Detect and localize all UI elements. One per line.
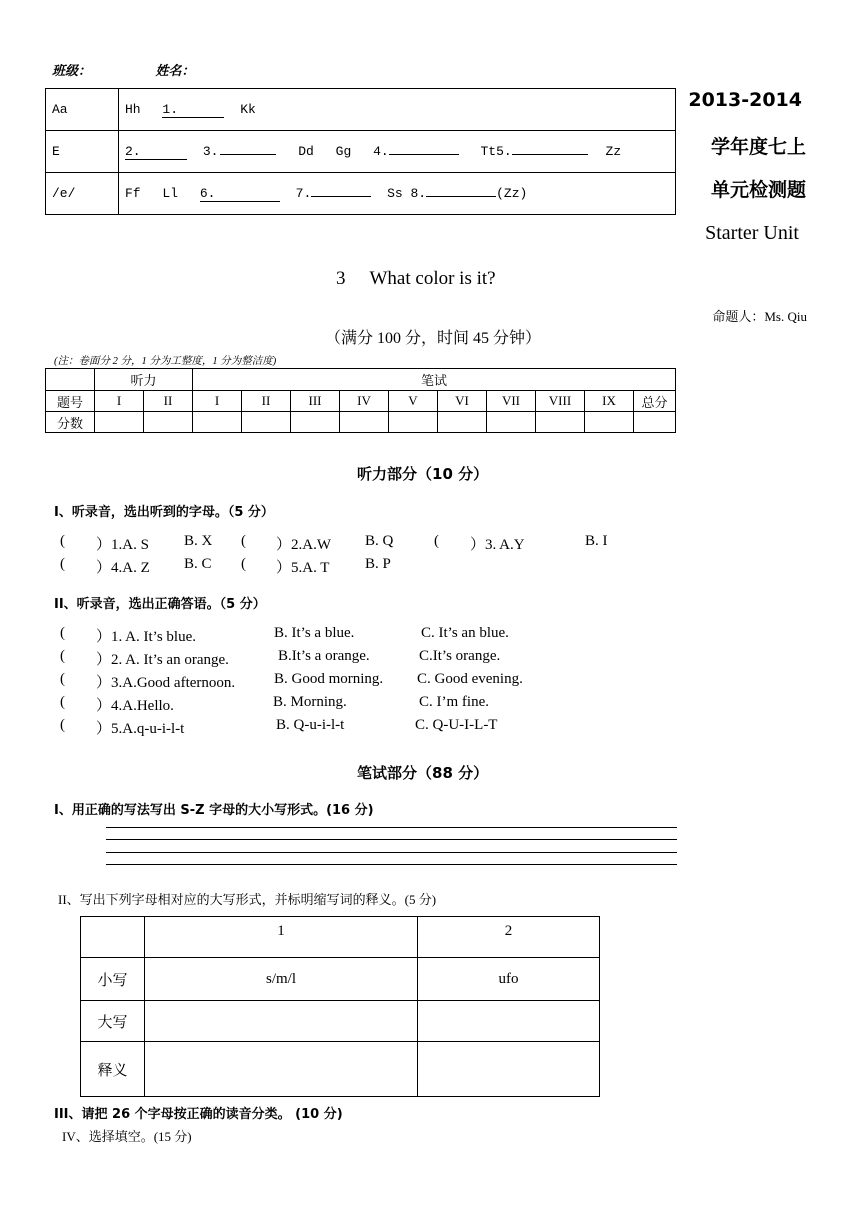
student-info-line: [52, 60, 255, 79]
table-row: [46, 369, 676, 391]
list-item: ( ）2. A. It’s an orange. B.It’s a orange. C.It’s orange.: [60, 648, 501, 668]
starter-unit: Starter Unit: [705, 222, 799, 244]
table-row: [46, 412, 676, 433]
question-heading: IV、选择填空。(15 分): [62, 1129, 192, 1144]
list-item: ( ）1.A. S B. X ( ）2.A.W B. Q ( ）3. A.Y B. I: [60, 533, 608, 553]
alphabet-table: [45, 88, 676, 215]
blank-3[interactable]: [220, 154, 276, 155]
writing-title: 笔试部分（88 分）: [357, 764, 489, 782]
class-label: 班级：: [52, 64, 92, 79]
question-heading: III、请把 26 个字母按正确的读音分类。 (10 分): [54, 1107, 343, 1122]
writing-line[interactable]: [106, 827, 677, 828]
school-year: 2013-2014: [688, 89, 802, 111]
row-label: 大写: [81, 1001, 145, 1042]
term-title: 学年度七上: [710, 136, 806, 158]
question-heading: II、写出下列字母相对应的大写形式，并标明缩写词的释义。(5 分): [58, 892, 437, 907]
list-item: ( ）4.A. Z B. C ( ）5.A. T B. P: [60, 556, 391, 576]
score-info: （满分 100 分，时间 45 分钟）: [325, 330, 542, 347]
listening-title: 听力部分（10 分）: [357, 465, 489, 483]
test-title: 单元检测题: [710, 179, 806, 201]
writing-header: 笔试: [193, 369, 676, 391]
question-heading: I、用正确的写法写出 S-Z 字母的大小写形式。(16 分): [54, 803, 374, 818]
note: (注：卷面分 2 分，1 分为工整度，1 分为整洁度): [54, 356, 277, 367]
blank-4[interactable]: [389, 154, 459, 155]
score-table: [45, 368, 676, 433]
table-row: E 2. 3. Dd Gg 4. Tt5. Zz: [46, 131, 676, 173]
blank-5[interactable]: [512, 154, 588, 155]
table-row: Aa Hh 1. Kk: [46, 89, 676, 131]
row-label: 小写: [81, 958, 145, 1001]
writing-line[interactable]: [106, 839, 677, 840]
list-item: ( ）5.A.q-u-i-l-t B. Q-u-i-l-t C. Q-U-I-L-T: [60, 717, 498, 737]
question-heading: I、听录音，选出听到的字母。（5 分）: [54, 505, 274, 520]
blank-6[interactable]: 6.: [200, 187, 280, 202]
blank-1[interactable]: 1.: [162, 103, 224, 118]
blank-8[interactable]: [426, 196, 496, 197]
name-label: 姓名：: [155, 64, 195, 79]
blank-7[interactable]: [311, 196, 371, 197]
row-label: Aa: [46, 89, 119, 131]
list-item: ( ）4.A.Hello. B. Morning. C. I’m fine.: [60, 694, 489, 714]
table-row: [81, 1042, 600, 1097]
row-label: 题号: [46, 391, 95, 412]
row-label: E: [46, 131, 119, 173]
row-label: /e/: [46, 173, 119, 215]
table-row: [81, 1001, 600, 1042]
list-item: ( ）3.A.Good afternoon. B. Good morning. C. Good evening.: [60, 671, 523, 691]
table-row: 小写 s/m/l ufo: [81, 958, 600, 1001]
blank-2[interactable]: 2.: [125, 145, 187, 160]
total-header: 总分: [634, 391, 676, 412]
question-heading: II、听录音，选出正确答语。（5 分）: [54, 597, 266, 612]
column-header: 2: [418, 917, 600, 958]
table-row: [81, 917, 600, 958]
unit-title: [336, 268, 496, 290]
row-label: 释义: [81, 1042, 145, 1097]
row-label: 分数: [46, 412, 95, 433]
table-row: /e/ Ff Ll 6. 7. Ss 8. (Zz): [46, 173, 676, 215]
author: 命题人：Ms. Qiu: [712, 309, 807, 324]
case-table: [80, 916, 600, 1097]
list-item: ( ）1. A. It’s blue. B. It’s a blue. C. It’s an blue.: [60, 625, 509, 645]
unit-name: What color is it?: [369, 268, 496, 289]
writing-line[interactable]: [106, 864, 677, 865]
listening-header: 听力: [95, 369, 193, 391]
table-row: 题号 I II I II III IV V VI VII VIII IX 总分: [46, 391, 676, 412]
column-header: 1: [145, 917, 418, 958]
unit-number: 3: [336, 268, 346, 289]
writing-line[interactable]: [106, 852, 677, 853]
